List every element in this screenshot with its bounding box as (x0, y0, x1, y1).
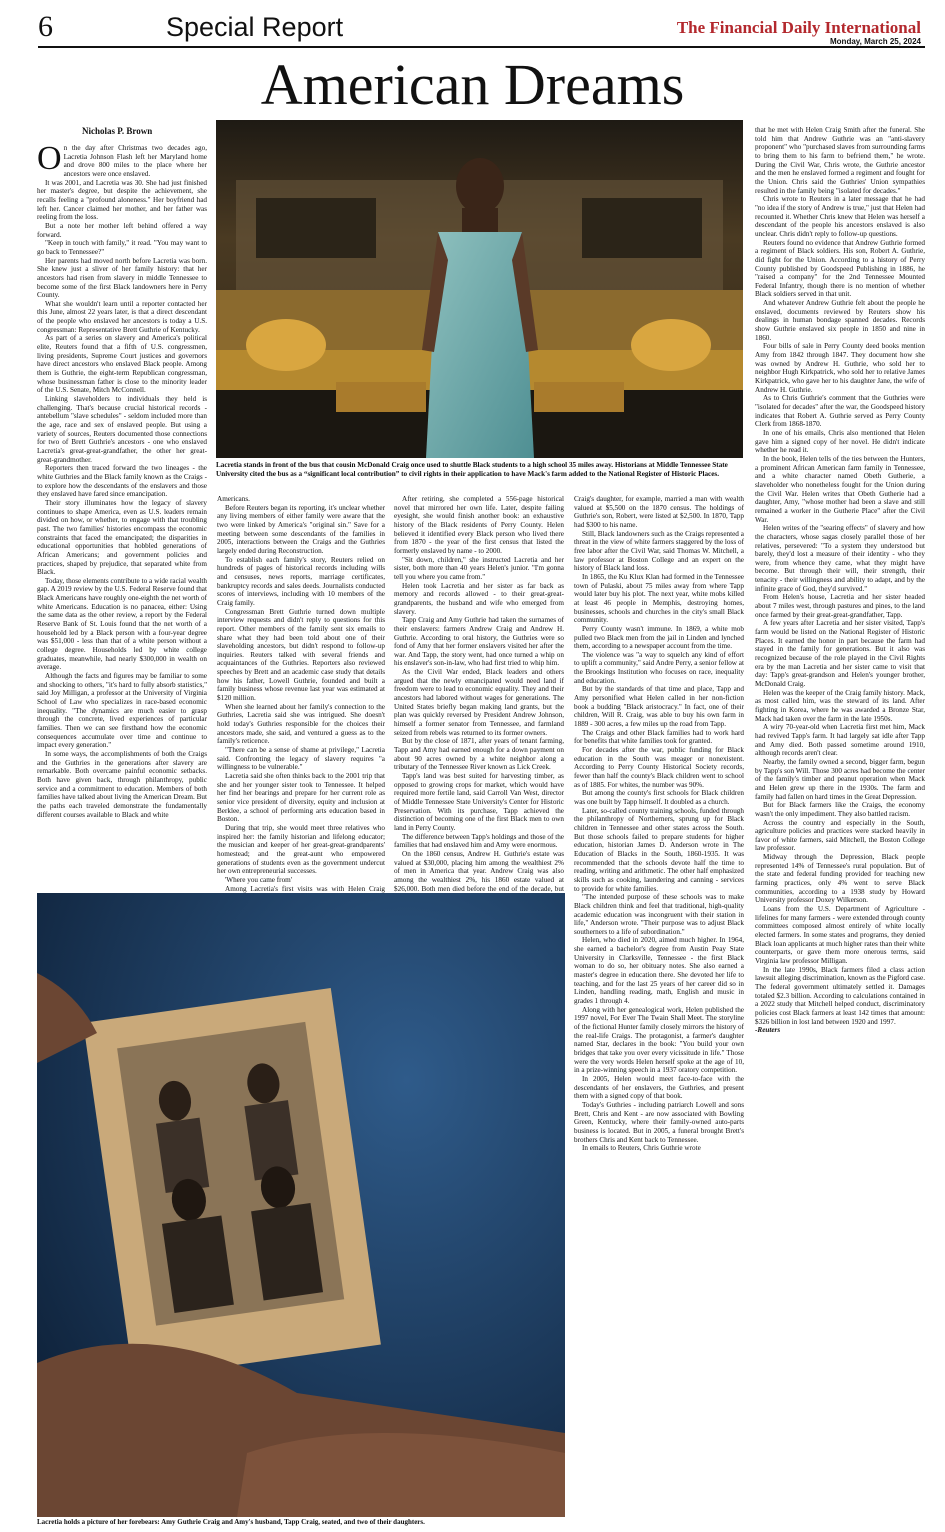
article-paragraph: From Helen's house, Lacretia and her sister headed about 7 miles west, through pastures and pines, to the land once farmed by their great-great-grandfather, Tapp. (755, 593, 925, 619)
top-photo-caption: Lacretia stands in front of the bus that cousin McDonald Craig once used to shuttle Black students to a high school 35 miles away. Historians at Middle Tennessee State University cited the bus as a “significant local contribution” to civil rights in their application to have Mack's farm added to the National Register of Historic Places. (216, 461, 728, 478)
article-paragraph: Chris wrote to Reuters in a later message that he had "no idea if the story of Andrew is true," just that Helen had recounted it. Whether Chris knew that Helen was herself a descendant of the people his ancestors enslaved is also unclear. Chris didn't reply to follow-up questions. (755, 195, 925, 238)
article-paragraph: In 2005, Helen would meet face-to-face with the descendants of her enslavers, the Guthries, and present them with a signed copy of that book. (574, 1074, 744, 1101)
article-paragraph: What she wouldn't learn until a reporter contacted her this June, almost 22 years later, is that a direct descendant of the people who enslaved her ancestors is today a U.S. congressman: Representative Brett Guthrie of Kentucky. (37, 299, 207, 334)
article-paragraph: Across the country and especially in the South, agriculture policies and practices were stacked heavily in favor of white farmers, said Mitchell, the Boston College law professor. (755, 818, 925, 853)
article-paragraph: In one of his emails, Chris also mentioned that Helen gave him a signed copy of her novel. He didn't indicate whether he read it. (755, 428, 925, 455)
column-3 (394, 495, 564, 893)
article-paragraph: Still, Black landowners such as the Craigs represented a threat in the view of white farmers staggered by the loss of free labor after the Civil War, said Thomas W. Mitchell, a law professor at Boston College and an expert on the history of Black land loss. (574, 529, 744, 573)
column-5 (755, 126, 925, 1521)
article-paragraph: In 1865, the Ku Klux Klan had formed in the Tennessee town of Pulaski, about 75 miles away from where Tapp would later buy his plot. The next year, white mobs killed at least 46 people in Memphis, destroying homes, businesses, schools and churches in the city's small Black community. (574, 572, 744, 625)
article-paragraph: To establish each family's story, Reuters relied on hundreds of pages of historical records including wills and censuses, news reports, marriage certificates, bankruptcy records and sales deeds. Journalists conducted scores of interviews, including with 10 members of the Craig family. (217, 555, 385, 607)
article-paragraph: that he met with Helen Craig Smith after the funeral. She told him that Andrew Guthrie was an "anti-slavery proponent" who "purchased slaves from surrounding farms to bring them to his farm to befriend them," he wrote. During the Civil War, Chris wrote, the Guthrie ancestor and the men he enslaved formed a regiment and fought for the Union. Chris said the Guthries' Union sympathies resulted in the family being "isolated for decades." (755, 126, 925, 195)
article-paragraph: Midway through the Depression, Black people represented 14% of Tennessee's rural population. But of the state and federal funding provided for teaching new farming practices, only 4% went to serve Black communities, according to a 1938 study by Howard University professor Doxey Wilkerson. (755, 853, 925, 905)
article-paragraph: The violence was "a way to squelch any kind of effort to uplift a community," said Andre Perry, a senior fellow at the Brookings Institution who focuses on race, inequality and education. (574, 650, 744, 685)
article-paragraph: "There can be a sense of shame at privilege," Lacretia said. Confronting the legacy of slavery requires "a willingness to be vulnerable." (217, 746, 385, 772)
article-paragraph: Her parents had moved north before Lacretia was born. She knew just a sliver of her family history: that her ancestors had risen from slavery in middle Tennessee to become some of the first Black landowners here in Perry County. (37, 256, 207, 300)
article-signoff: -Reuters (755, 1026, 781, 1035)
article-paragraph: In the book, Helen tells of the ties between the Hunters, a prominent African American farm family in Tennessee, and a white character named Obeth Gutherie, a slaveholder who nonetheless fought for the Union during the Civil War. Helen writes that Obeth Gutherie had a daughter, Amy, "whose mother had been a slave and still remained a worker in the Gutherie Place" after the Civil War. (755, 454, 925, 524)
article-paragraph: Tapp's land was best suited for harvesting timber, as opposed to growing crops for market, which would have required more fertile land, said Carroll Van West, director of Middle Tennessee State University's Center for Historic Preservation. With its purchase, Tapp achieved the distinction of becoming one of the first Black men to own land in Perry County. (394, 772, 564, 832)
forebears-photo-image (37, 893, 565, 1517)
article-paragraph: On the 1860 census, Andrew H. Guthrie's estate was valued at $30,000, placing him among the wealthiest 2% of men in America that year. Andrew Craig was also among the wealthiest 2%, his 1860 estate valued at $26,000. Both men died before the end of the decade, but (394, 849, 564, 893)
bus-portrait-image (216, 120, 743, 458)
article-paragraph: As the Civil War ended, Black leaders and others argued that the newly emancipated would need land if freedom were to lead to economic equality. They and their ancestors had labored without wages for generations. The United States briefly began making land grants, but the plan was quickly reversed by President Andrew Johnson, himself a former senator from Tennessee, and farmland seized from rebels was returned to its former owners. (394, 668, 564, 737)
article-paragraph: Helen was the keeper of the Craig family history. Mack, as most called him, was the steward of its land. After fighting in Korea, where he was awarded a Bronze Star, Mack had taken over the farm in the late 1950s. (755, 688, 925, 723)
byline: Nicholas P. Brown (82, 126, 153, 136)
article-paragraph: Reporters then traced forward the two lineages - the white Guthries and the Black family known as the Craigs - to explore how the descendants of the enslavers and those they enslaved have fared since emancipation. (37, 464, 207, 499)
article-paragraph: As to Chris Guthrie's comment that the Guthries were "isolated for decades" after the war, the Goodspeed history indicates that Robert A. Guthrie served as Perry County Clerk from 1868-1870. (755, 394, 925, 429)
article-paragraph: In some ways, the accomplishments of both the Craigs and the Guthries in the generations after slavery are remarkable. Both overcame painful economic setbacks. Both have given back, through philanthropy, public service and a commitment to education. Members of both families have talked about living the American Dream. But the paths each traveled demonstrate the fundamentally different courses available to Black and white (37, 749, 207, 819)
article-paragraph: Loans from the U.S. Department of Agriculture - lifelines for many farmers - were extended through county committees composed almost entirely of white locally elected farmers. In some states and programs, they denied Black loan applicants at much higher rates than their white counterparts, or gave them more onerous terms, said Virginia law professor Milligan. (755, 905, 925, 965)
article-paragraph: On the day after Christmas two decades ago, Lacretia Johnson Flash left her Maryland home and drove 800 miles to the place where her ancestors were once enslaved. (37, 140, 207, 178)
article-paragraph: Linking slaveholders to individuals they held is challenging. That's because crucial historical records - antebellum "slave schedules" - seldom included more than the age, race and sex of enslaved people. But using a variety of sources, Reuters documented those connections for two of Brett Guthrie's ancestors - one who enslaved Lacretia's great-great-grandfather, the other her great-great-grandmother. (37, 395, 207, 464)
article-paragraph: Lacretia said she often thinks back to the 2001 trip that she and her younger sister took to Tennessee. It helped her find her bearings and prepare for her current role as senior vice president of diversity, equity and inclusion at Berklee, a school of performing arts education based in Boston. (217, 772, 385, 824)
article-paragraph: Today's Guthries - including patriarch Lowell and sons Brett, Chris and Kent - are now associated with Bowling Green, Kentucky, where their family-owned auto-parts business is located. But in 2005, a funeral brought Brett's brothers Chris and Kent back to Tennessee. (574, 1100, 744, 1144)
article-paragraph: But by the close of 1871, after years of tenant farming, Tapp and Amy had earned enough for a down payment on about 90 acres owned by a white neighbor along a tributary of the Tennessee River known as Lick Creek. (394, 737, 564, 772)
column-2 (217, 495, 385, 893)
article-paragraph: The Craigs and other Black families had to work hard for benefits that white families took for granted. (574, 728, 744, 746)
article-paragraph: But a note her mother left behind offered a way forward. (37, 221, 207, 239)
article-paragraph: Helen, who died in 2020, aimed much higher. In 1964, she earned a bachelor's degree from Austin Peay State University in Clarksville, Tennessee - the first Black woman to do so, her obituary notes. She also earned a master's degree in education there. She devoted her life to teaching, and for the last 25 years of her career did so in Linden, handling reading, math, English and music in grades 1 through 4. (574, 936, 744, 1006)
article-paragraph: After retiring, she completed a 556-page historical novel that mirrored her own life. Later, despite failing eyesight, she would finish another book: an exhaustive history of the Black residents of Perry County. Helen believed it identified every Black person who lived there from 1870 - the year of the first census that listed the formerly enslaved by name - to 2000. (394, 495, 564, 555)
article-paragraph: For decades after the war, public funding for Black education in the South was meager or nonexistent. According to Perry County Historical Society records, fewer than half the county's Black children went to school as of 1885. For whites, the number was 90%. (574, 746, 744, 789)
section-title: Special Report (166, 12, 344, 42)
article-paragraph: Perry County wasn't immune. In 1869, a white mob pulled two Black men from the jail in Linden and lynched them, according to a newspaper account from the time. (574, 624, 744, 651)
article-paragraph: In the late 1990s, Black farmers filed a class action lawsuit alleging discrimination, known as the Pigford case. The federal government ultimately settled it. Damages totaled $2.3 billion. According to calculations contained in a 2022 study that Mitchell helped conduct, discriminatory policies cost Black farmers at least 142 times that amount: $326 billion in lost land between 1920 and 1997. (755, 965, 925, 1026)
article-paragraph: When she learned about her family's connection to the Guthries, Lacretia said she was intrigued. She doesn't hold today's Guthries responsible for the choices their ancestors made, she said, and ventured a guess as to the family's reticence. (217, 702, 385, 746)
article-paragraph: Among Lacretia's first visits was with Helen Craig (225, 884, 385, 893)
top-rule (38, 46, 925, 48)
masthead: The Financial Daily International (676, 18, 921, 37)
article-paragraph: Reuters found no evidence that Andrew Guthrie formed a regiment of Black soldiers. His son, Robert A. Guthrie, did fight for the Union. According to a history of Perry County published by Goodspeed Publishing in 1886, he "raised a company" for the 2nd Tennessee Mounted Federal Infantry, though there is no mention of whether Black soldiers served in that unit. (755, 238, 925, 299)
article-paragraph: "Sit down, children," she instructed Lacretia and her sister, both more than 40 years Helen's junior. "I'm gonna tell you where you came from." (394, 555, 564, 581)
article-paragraph: But for Black farmers like the Craigs, the economy wasn't the only impediment. They also battled racism. (755, 801, 925, 818)
article-paragraph: Americans. (217, 495, 250, 503)
article-paragraph: Before Reuters began its reporting, it's unclear whether any living members of either family were aware that the two were linked by America's "original sin." Save for a meeting between some descendants of the families in 2005, interactions between the Craigs and the Guthries largely ended during Reconstruction. (217, 503, 385, 555)
article-paragraph: Later, so-called county training schools, funded through the philanthropy of Northerners, sprung up for Black children in Tennessee and other states across the South. But those schools failed to prepare students for higher education, historian James D. Anderson wrote in The Education of Blacks in the South, 1860-1935. It was recommended that the schools devote half the time to reading, writing and arithmetic. The other half emphasized skills such as cooking, laundering and canning - services to provide for white families. (574, 806, 744, 893)
article-paragraph: Along with her genealogical work, Helen published the 1997 novel, For Ever The Twain Shall Meet. The storyline of the fictional Hunter family closely mirrors the history of the real-life Craigs. The protagonist, a farmer's daughter named Star, declares in the book: "You build your own bridges that take you over every vicissitude in life." Those were the very words Helen herself spoke at the age of 10, in a prize-winning speech in a 1937 oratory competition. (574, 1005, 744, 1075)
column-1 (37, 140, 207, 864)
article-paragraph: It was 2001, and Lacretia was 30. She had just finished her master's degree, but despite the achievement, she recalls feeling a "profound aloneness." Her boyfriend had left her. Cancer claimed her mother, and her father was reeling from the loss. (37, 178, 207, 222)
article-paragraph: Their story illuminates how the legacy of slavery continues to shape America, even as U.S. leaders remain divided on how, or whether, to engage with that troubling past. The two families' histories encompass the economic constraints that faced the emancipated; the disparities in educational opportunities that hobbled generations of African Americans; and government policies and practices, shaped by prejudice, that separated white from Black. (37, 498, 207, 577)
article-paragraph: Nearby, the family owned a second, bigger farm, begun by Tapp's son Will. Those 300 acres had become the center of the family's timber and peanut operation when Mack and Helen grew up there in the 1930s. The farm and family had fallen on hard times in the Great Depression. (755, 757, 925, 801)
article-paragraph: "The intended purpose of these schools was to make Black children think and feel that traditional, high-quality academic education was incongruent with their station in life," Anderson wrote. "Their purpose was to adjust Black southerners to a life of subordination." (574, 893, 744, 936)
bottom-photo-caption: Lacretia holds a picture of her forebears: Amy Guthrie Craig and Amy's husband, Tapp Craig, seated, and two of their daughters. (37, 1518, 425, 1526)
article-paragraph: During that trip, she would meet three relatives who inspired her: the family historian and lifelong educator; the musician and keeper of her great-great-grandparents' homestead; and the great-aunt who empowered generations of students even as the government undercut her own entrepreneurial successes. (217, 823, 385, 876)
top-photo (216, 120, 743, 458)
article-paragraph: But among the county's first schools for Black children was one built by Tapp himself. It doubled as a church. (574, 789, 744, 806)
article-paragraph: In emails to Reuters, Chris Guthrie wrote (582, 1144, 701, 1153)
article-paragraph: Helen writes of the "searing effects" of slavery and how the characters, whose sagas closely parallel those of her relatives, persevered: "To a system they understood but barely, they'd lost a measure of their identity - who they were, from whence they came, what they might have become. But through their will, their strength, their tenacity - their willingness and ability to adapt, and by the infinite grace of God, they'd survived." (755, 524, 925, 593)
page-number: 6 (38, 10, 53, 43)
article-paragraph: But by the standards of that time and place, Tapp and Amy personified what Helen called in her non-fiction book a budding "Black aristocracy." In fact, one of their children, Will R. Craig, was able to buy his own farm in 1889 - 300 acres, a few miles up the road from Tapp. (574, 685, 744, 729)
article-paragraph: Helen took Lacretia and her sister as far back as memory and records allowed - to their great-great-grandparents, the husband and wife who emerged from slavery. (394, 581, 564, 616)
drop-cap: O (37, 140, 62, 177)
article-paragraph: Tapp Craig and Amy Guthrie had taken the surnames of their enslavers: farmers Andrew Craig and Andrew H. Guthrie. According to oral history, the Guthries were so fond of Amy that her former enslavers visited her after the war. And Tapp, the story went, had once turned a whip on his enslaver's son-in-law, who had first tried to whip him. (394, 616, 564, 668)
article-paragraph: A few years after Lacretia and her sister visited, Tapp's farm would be listed on the National Register of Historic Places. It earned the honor in part because the farm had stayed in the family for generations. But it also was recognized because of the role played in the Civil Rights era by the man Lacretia and her sister came to visit that day: Tapp's great-grandson and Helen's younger brother, McDonald Craig. (755, 619, 925, 688)
subhead: 'Where you came from' (225, 875, 293, 884)
bottom-photo (37, 893, 565, 1517)
article-paragraph: A wiry 70-year-old when Lacretia first met him, Mack had revived Tapp's farm. It had largely sat idle after Tapp and Amy died. Both passed sometime around 1910, although records aren't clear. (755, 723, 925, 758)
article-paragraph: Congressman Brett Guthrie turned down multiple interview requests and didn't reply to questions for this report. Other members of the family sent six emails to share what they had been told about one of their slaveholding ancestors, but didn't respond to follow-up inquiries. Reuters talked with several friends and acquaintances of the Guthries. Reporters also reviewed speeches by Brett and an academic case study that details how his father, Lowell Guthrie, founded and built a family business whose revenue last year was estimated at $120 million. (217, 607, 385, 703)
article-paragraph: As part of a series on slavery and America's political elite, Reuters found that a fifth of U.S. congressmen, living presidents, Supreme Court justices and governors have direct ancestors who enslaved Black people. Among them is Guthrie, the eight-term Republican congressman, whose businessman father is close to the minority leader of the U.S. Senate, Mitch McConnell. (37, 334, 207, 395)
article-paragraph: Craig's daughter, for example, married a man with wealth valued at $5,500 on the 1870 census. The holdings of Guthrie's son, Robert, were listed at $2,500. In 1870, Tapp had $300 to his name. (574, 495, 744, 529)
article-paragraph: Today, those elements contribute to a wide racial wealth gap. A 2019 review by the U.S. Federal Reserve found that Black Americans have roughly one-eighth the net worth of white Americans. Education is no panacea, either: Using the same data as the other review, a report by the Federal Reserve Bank of St. Louis found that the net worth of a household led by a Black person with a four-year degree was $51,000 - less than that of a white person without a college degree. Households led by white college graduates, meanwhile, had nearly $300,000 in wealth on average. (37, 576, 207, 672)
issue-date: Monday, March 25, 2024 (830, 37, 921, 46)
article-paragraph: The difference between Tapp's holdings and those of the families that had enslaved him and Amy were enormous. (394, 832, 564, 850)
article-paragraph: "Keep in touch with family," it read. "You may want to go back to Tennessee?" (37, 239, 207, 256)
headline: American Dreams (260, 52, 685, 117)
article-paragraph: Although the facts and figures may be familiar to some and shocking to others, "it's hard to fully absorb statistics," said Joy Milligan, a professor at the University of Virginia School of Law who specializes in race-based economic inequality. "The dynamics are much easier to grasp through the concrete, lived experiences of particular families. Then we can see firsthand how the economic consequences accumulate over time and continue to impact every generation." (37, 672, 207, 750)
article-paragraph: Four bills of sale in Perry County deed books mention Amy from 1842 through 1847. They document how she was owned by Andrew H. Guthrie, who sold her to neighbor Hugh Kirkpatrick, who sold her to relative James Kirkpatrick, who gave her to his daughter Jane, the wife of Andrew H. Guthrie. (755, 342, 925, 394)
column-4 (574, 495, 744, 1521)
article-paragraph: And whatever Andrew Guthrie felt about the people he enslaved, documents reviewed by Reuters show his dealings in human bondage spanned decades. Records show Guthrie enslaved six people in 1850 and nine in 1860. (755, 299, 925, 342)
